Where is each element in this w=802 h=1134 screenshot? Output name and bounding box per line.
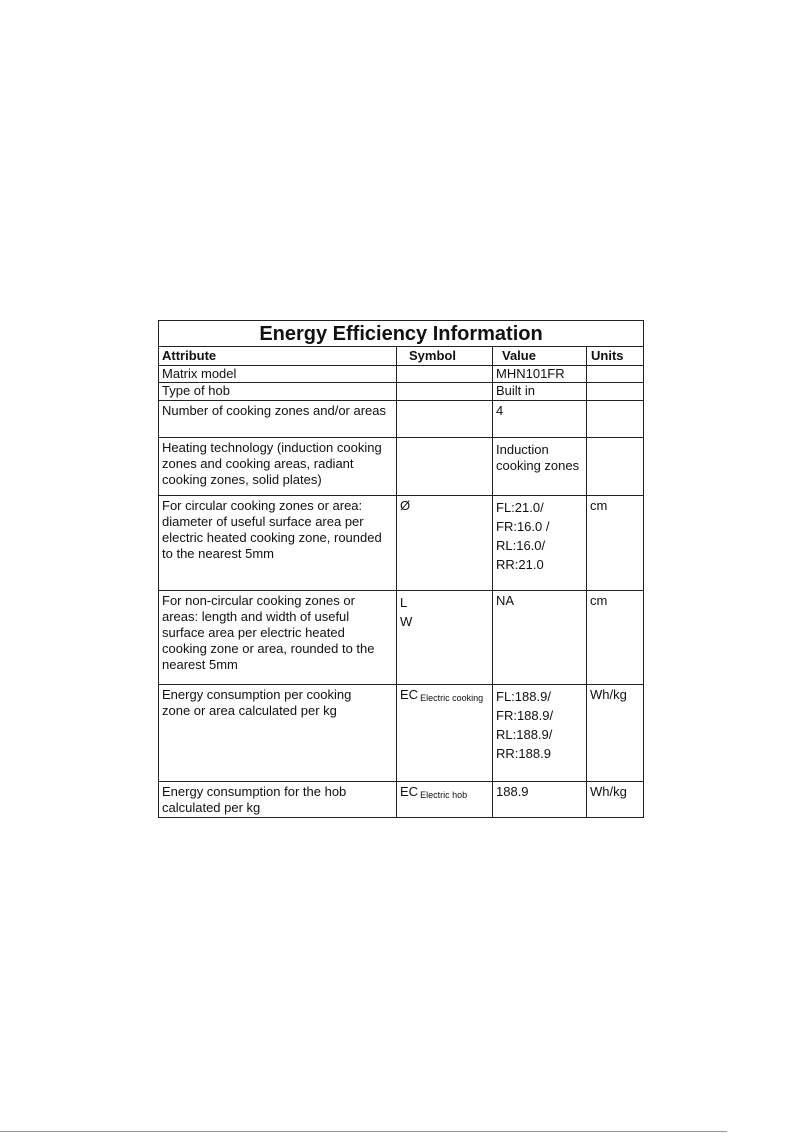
row-value: NA bbox=[493, 591, 587, 685]
symbol-subscript: Electric hob bbox=[420, 790, 468, 800]
row-attribute: Energy consumption for the hob calculated per kg bbox=[159, 782, 397, 818]
row-value: FL:21.0/ FR:16.0 / RL:16.0/ RR:21.0 bbox=[493, 496, 587, 591]
row-units bbox=[587, 383, 644, 401]
table-row bbox=[159, 496, 644, 591]
table-row bbox=[159, 782, 644, 818]
row-attribute: Energy consumption per cooking zone or area calculated per kg bbox=[159, 685, 397, 782]
row-attribute: Number of cooking zones and/or areas bbox=[159, 401, 397, 438]
row-value: FL:188.9/ FR:188.9/ RL:188.9/ RR:188.9 bbox=[493, 685, 587, 782]
row-units: Wh/kg bbox=[587, 782, 644, 818]
table-row bbox=[159, 438, 644, 496]
row-symbol bbox=[397, 782, 493, 818]
row-symbol bbox=[397, 401, 493, 438]
symbol-main: EC bbox=[400, 687, 419, 702]
table-title: Energy Efficiency Information bbox=[159, 321, 644, 347]
row-units bbox=[587, 438, 644, 496]
row-symbol bbox=[397, 383, 493, 401]
row-units: cm bbox=[587, 496, 644, 591]
energy-efficiency-table bbox=[158, 320, 644, 818]
row-value: 188.9 bbox=[493, 782, 587, 818]
row-value: Built in bbox=[493, 383, 587, 401]
footer-divider bbox=[0, 1131, 727, 1132]
row-symbol: L W bbox=[397, 591, 493, 685]
table-row bbox=[159, 685, 644, 782]
row-attribute: Type of hob bbox=[159, 383, 397, 401]
row-units: Wh/kg bbox=[587, 685, 644, 782]
row-attribute: Heating technology (induction cooking zones and cooking areas, radiant cooking zones, solid plates) bbox=[159, 438, 397, 496]
row-attribute: For non-circular cooking zones or areas: length and width of useful surface area per electric heated cooking zone or area, rounded to the nearest 5mm bbox=[159, 591, 397, 685]
row-units bbox=[587, 401, 644, 438]
row-symbol bbox=[397, 438, 493, 496]
header-symbol: Symbol bbox=[397, 347, 493, 366]
symbol-main: EC bbox=[400, 784, 419, 799]
table-row bbox=[159, 591, 644, 685]
row-attribute: For circular cooking zones or area: diameter of useful surface area per electric heated cooking zone, rounded to the nearest 5mm bbox=[159, 496, 397, 591]
table-row bbox=[159, 366, 644, 383]
row-value: Induction cooking zones bbox=[493, 438, 587, 496]
symbol-subscript: Electric cooking bbox=[420, 693, 484, 703]
table-row bbox=[159, 383, 644, 401]
header-units: Units bbox=[587, 347, 644, 366]
row-symbol bbox=[397, 685, 493, 782]
row-symbol bbox=[397, 366, 493, 383]
row-attribute: Matrix model bbox=[159, 366, 397, 383]
row-value: 4 bbox=[493, 401, 587, 438]
row-symbol: Ø bbox=[397, 496, 493, 591]
row-units: cm bbox=[587, 591, 644, 685]
header-attribute: Attribute bbox=[159, 347, 397, 366]
table-row bbox=[159, 401, 644, 438]
row-value: MHN101FR bbox=[493, 366, 587, 383]
header-value: Value bbox=[493, 347, 587, 366]
row-units bbox=[587, 366, 644, 383]
